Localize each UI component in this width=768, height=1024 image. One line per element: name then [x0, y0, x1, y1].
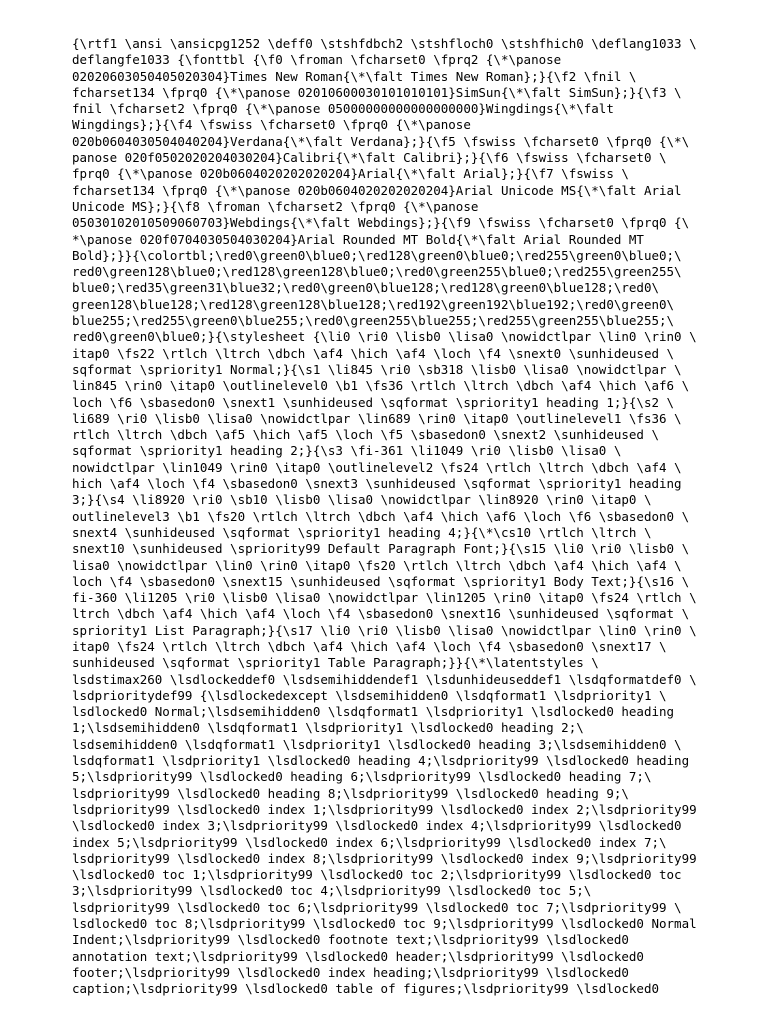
text-line: nowidctlpar \lin1049 \rin0 \itap0 \outlinelevel2 \fs24 \rtlch \ltrch \dbch \af4 \ [72, 459, 682, 475]
text-line: *\panose 020f0704030504030204}Arial Rounded MT Bold{\*\falt Arial Rounded MT [72, 231, 644, 247]
text-line: panose 020f0502020204030204}Calibri{\*\falt Calibri};}{\f6 \fswiss \fcharset0 \ [72, 150, 667, 166]
text-line: lsdpriority99 \lsdlocked0 index 8;\lsdpriority99 \lsdlocked0 index 9;\lsdpriority99 [72, 850, 697, 866]
text-line: fi-360 \li1205 \ri0 \lisb0 \lisa0 \nowidctlpar \lin1205 \rin0 \itap0 \fs24 \rtlch \ [72, 590, 697, 606]
text-line: sqformat \spriority1 heading 2;}{\s3 \fi-361 \li1049 \ri0 \lisb0 \lisa0 \ [72, 443, 622, 459]
text-line: Unicode MS};}{\f8 \froman \fcharset2 \fprq0 {\*\panose [72, 198, 479, 214]
text-line: itap0 \fs22 \rtlch \ltrch \dbch \af4 \hich \af4 \loch \f4 \snext0 \sunhideused \ [72, 345, 675, 361]
text-line: annotation text;\lsdpriority99 \lsdlocked0 header;\lsdpriority99 \lsdlocked0 [72, 948, 644, 964]
text-line: 5;\lsdpriority99 \lsdlocked0 heading 6;\lsdpriority99 \lsdlocked0 heading 7;\ [72, 769, 652, 785]
text-line: fcharset134 \fprq0 {\*\panose 020b0604020202020204}Arial Unicode MS{\*\falt Arial [72, 182, 682, 198]
text-line: sunhideused \sqformat \spriority1 Table Paragraph;}}{\*\latentstyles \ [72, 655, 599, 671]
text-line: index 5;\lsdpriority99 \lsdlocked0 index 6;\lsdpriority99 \lsdlocked0 index 7;\ [72, 834, 667, 850]
text-line: deflangfe1033 {\fonttbl {\f0 \froman \fcharset0 \fprq2 {\*\panose [72, 52, 562, 68]
text-line: lsdpriority99 \lsdlocked0 heading 8;\lsdpriority99 \lsdlocked0 heading 9;\ [72, 785, 629, 801]
text-line: fnil \fcharset2 \fprq0 {\*\panose 05000000000000000000}Wingdings{\*\falt [72, 101, 614, 117]
text-line: lsdqformat1 \lsdpriority1 \lsdlocked0 heading 4;\lsdpriority99 \lsdlocked0 heading [72, 753, 690, 769]
text-line: hich \af4 \loch \f4 \sbasedon0 \snext3 \sunhideused \sqformat \spriority1 heading [72, 476, 682, 492]
text-line: lsdlocked0 toc 8;\lsdpriority99 \lsdlocked0 toc 9;\lsdpriority99 \lsdlocked0 Normal [72, 916, 697, 932]
text-line: lsdpriority99 \lsdlocked0 toc 6;\lsdpriority99 \lsdlocked0 toc 7;\lsdpriority99 \ [72, 899, 682, 915]
text-line: 05030102010509060703}Webdings{\*\falt Webdings};}{\f9 \fswiss \fcharset0 \fprq0 {\ [72, 215, 690, 231]
text-line: lisa0 \nowidctlpar \lin0 \rin0 \itap0 \fs20 \rtlch \ltrch \dbch \af4 \hich \af4 \ [72, 557, 682, 573]
text-line: rtlch \ltrch \dbch \af5 \hich \af5 \loch \f5 \sbasedon0 \snext2 \sunhideused \ [72, 427, 659, 443]
text-line: Bold};}}{\colortbl;\red0\green0\blue0;\red128\green0\blue0;\red255\green0\blue0;\ [72, 247, 682, 263]
text-line: sqformat \spriority1 Normal;}{\s1 \li845 \ri0 \sb318 \lisb0 \lisa0 \nowidctlpar \ [72, 361, 682, 377]
text-line: lsdstimax260 \lsdlockeddef0 \lsdsemihiddendef1 \lsdunhideuseddef1 \lsdqformatdef0 \ [72, 671, 697, 687]
text-line: blue255;\red255\green0\blue255;\red0\green255\blue255;\red255\green255\blue255;\ [72, 313, 675, 329]
text-line: Wingdings};}{\f4 \fswiss \fcharset0 \fprq0 {\*\panose [72, 117, 471, 133]
text-line: red0\green0\blue0;}{\stylesheet {\li0 \ri0 \lisb0 \lisa0 \nowidctlpar \lin0 \rin0 \ [72, 329, 697, 345]
text-line: 020b0604030504040204}Verdana{\*\falt Verdana};}{\f5 \fswiss \fcharset0 \fprq0 {\*\ [72, 133, 690, 149]
text-line: ltrch \dbch \af4 \hich \af4 \loch \f4 \sbasedon0 \snext16 \sunhideused \sqformat \ [72, 606, 690, 622]
text-line: {\rtf1 \ansi \ansicpg1252 \deff0 \stshfdbch2 \stshfloch0 \stshfhich0 \deflang1033 \ [72, 36, 697, 51]
rtf-source-text [72, 36, 698, 998]
text-line: lin845 \rin0 \itap0 \outlinelevel0 \b1 \fs36 \rtlch \ltrch \dbch \af4 \hich \af6 \ [72, 378, 690, 394]
text-line: 02020603050405020304}Times New Roman{\*\falt Times New Roman};}{\f2 \fnil \ [72, 68, 637, 84]
text-line: snext10 \sunhideused \spriority99 Default Paragraph Font;}{\s15 \li0 \ri0 \lisb0 \ [72, 541, 690, 557]
text-line: 3;}{\s4 \li8920 \ri0 \sb10 \lisb0 \lisa0 \nowidctlpar \lin8920 \rin0 \itap0 \ [72, 492, 652, 508]
text-line: snext4 \sunhideused \sqformat \spriority1 heading 4;}{\*\cs10 \rtlch \ltrch \ [72, 524, 652, 540]
text-line: green128\blue128;\red128\green128\blue128;\red192\green192\blue192;\red0\green0\ [72, 296, 675, 312]
text-line: lsdsemihidden0 \lsdqformat1 \lsdpriority1 \lsdlocked0 heading 3;\lsdsemihidden0 \ [72, 736, 682, 752]
text-line: li689 \ri0 \lisb0 \lisa0 \nowidctlpar \lin689 \rin0 \itap0 \outlinelevel1 \fs36 \ [72, 410, 682, 426]
text-line: \lsdlocked0 index 3;\lsdpriority99 \lsdlocked0 index 4;\lsdpriority99 \lsdlocked0 [72, 818, 682, 834]
text-line: loch \f6 \sbasedon0 \snext1 \sunhideused \sqformat \spriority1 heading 1;}{\s2 \ [72, 394, 675, 410]
text-line: fprq0 {\*\panose 020b0604020202020204}Arial{\*\falt Arial};}{\f7 \fswiss \ [72, 166, 629, 182]
text-line: lsdpriority99 \lsdlocked0 index 1;\lsdpriority99 \lsdlocked0 index 2;\lsdpriority99 [72, 801, 697, 817]
text-line: footer;\lsdpriority99 \lsdlocked0 index heading;\lsdpriority99 \lsdlocked0 [72, 964, 629, 980]
text-line: outlinelevel3 \b1 \fs20 \rtlch \ltrch \dbch \af4 \hich \af6 \loch \f6 \sbasedon0 \ [72, 508, 690, 524]
text-line: Indent;\lsdpriority99 \lsdlocked0 footnote text;\lsdpriority99 \lsdlocked0 [72, 932, 629, 948]
text-line: 3;\lsdpriority99 \lsdlocked0 toc 4;\lsdpriority99 \lsdlocked0 toc 5;\ [72, 883, 592, 899]
text-line: loch \f4 \sbasedon0 \snext15 \sunhideused \sqformat \spriority1 Body Text;}{\s16 \ [72, 573, 690, 589]
text-line: spriority1 List Paragraph;}{\s17 \li0 \ri0 \lisb0 \lisa0 \nowidctlpar \lin0 \rin0 \ [72, 622, 697, 638]
text-line: lsdprioritydef99 {\lsdlockedexcept \lsdsemihidden0 \lsdqformat1 \lsdpriority1 \ [72, 687, 667, 703]
text-line: red0\green128\blue0;\red128\green128\blue0;\red0\green255\blue0;\red255\green255\ [72, 264, 682, 280]
text-line: fcharset134 \fprq0 {\*\panose 02010600030101010101}SimSun{\*\falt SimSun};}{\f3 \ [72, 84, 682, 100]
text-line: \lsdlocked0 toc 1;\lsdpriority99 \lsdlocked0 toc 2;\lsdpriority99 \lsdlocked0 toc [72, 867, 682, 883]
text-line: 1;\lsdsemihidden0 \lsdqformat1 \lsdpriority1 \lsdlocked0 heading 2;\ [72, 720, 584, 736]
text-line: blue0;\red35\green31\blue32;\red0\green0\blue128;\red128\green0\blue128;\red0\ [72, 280, 659, 296]
text-line: caption;\lsdpriority99 \lsdlocked0 table of figures;\lsdpriority99 \lsdlocked0 [72, 981, 659, 997]
text-line: lsdlocked0 Normal;\lsdsemihidden0 \lsdqformat1 \lsdpriority1 \lsdlocked0 heading [72, 704, 675, 720]
text-line: itap0 \fs24 \rtlch \ltrch \dbch \af4 \hich \af4 \loch \f4 \sbasedon0 \snext17 \ [72, 638, 667, 654]
